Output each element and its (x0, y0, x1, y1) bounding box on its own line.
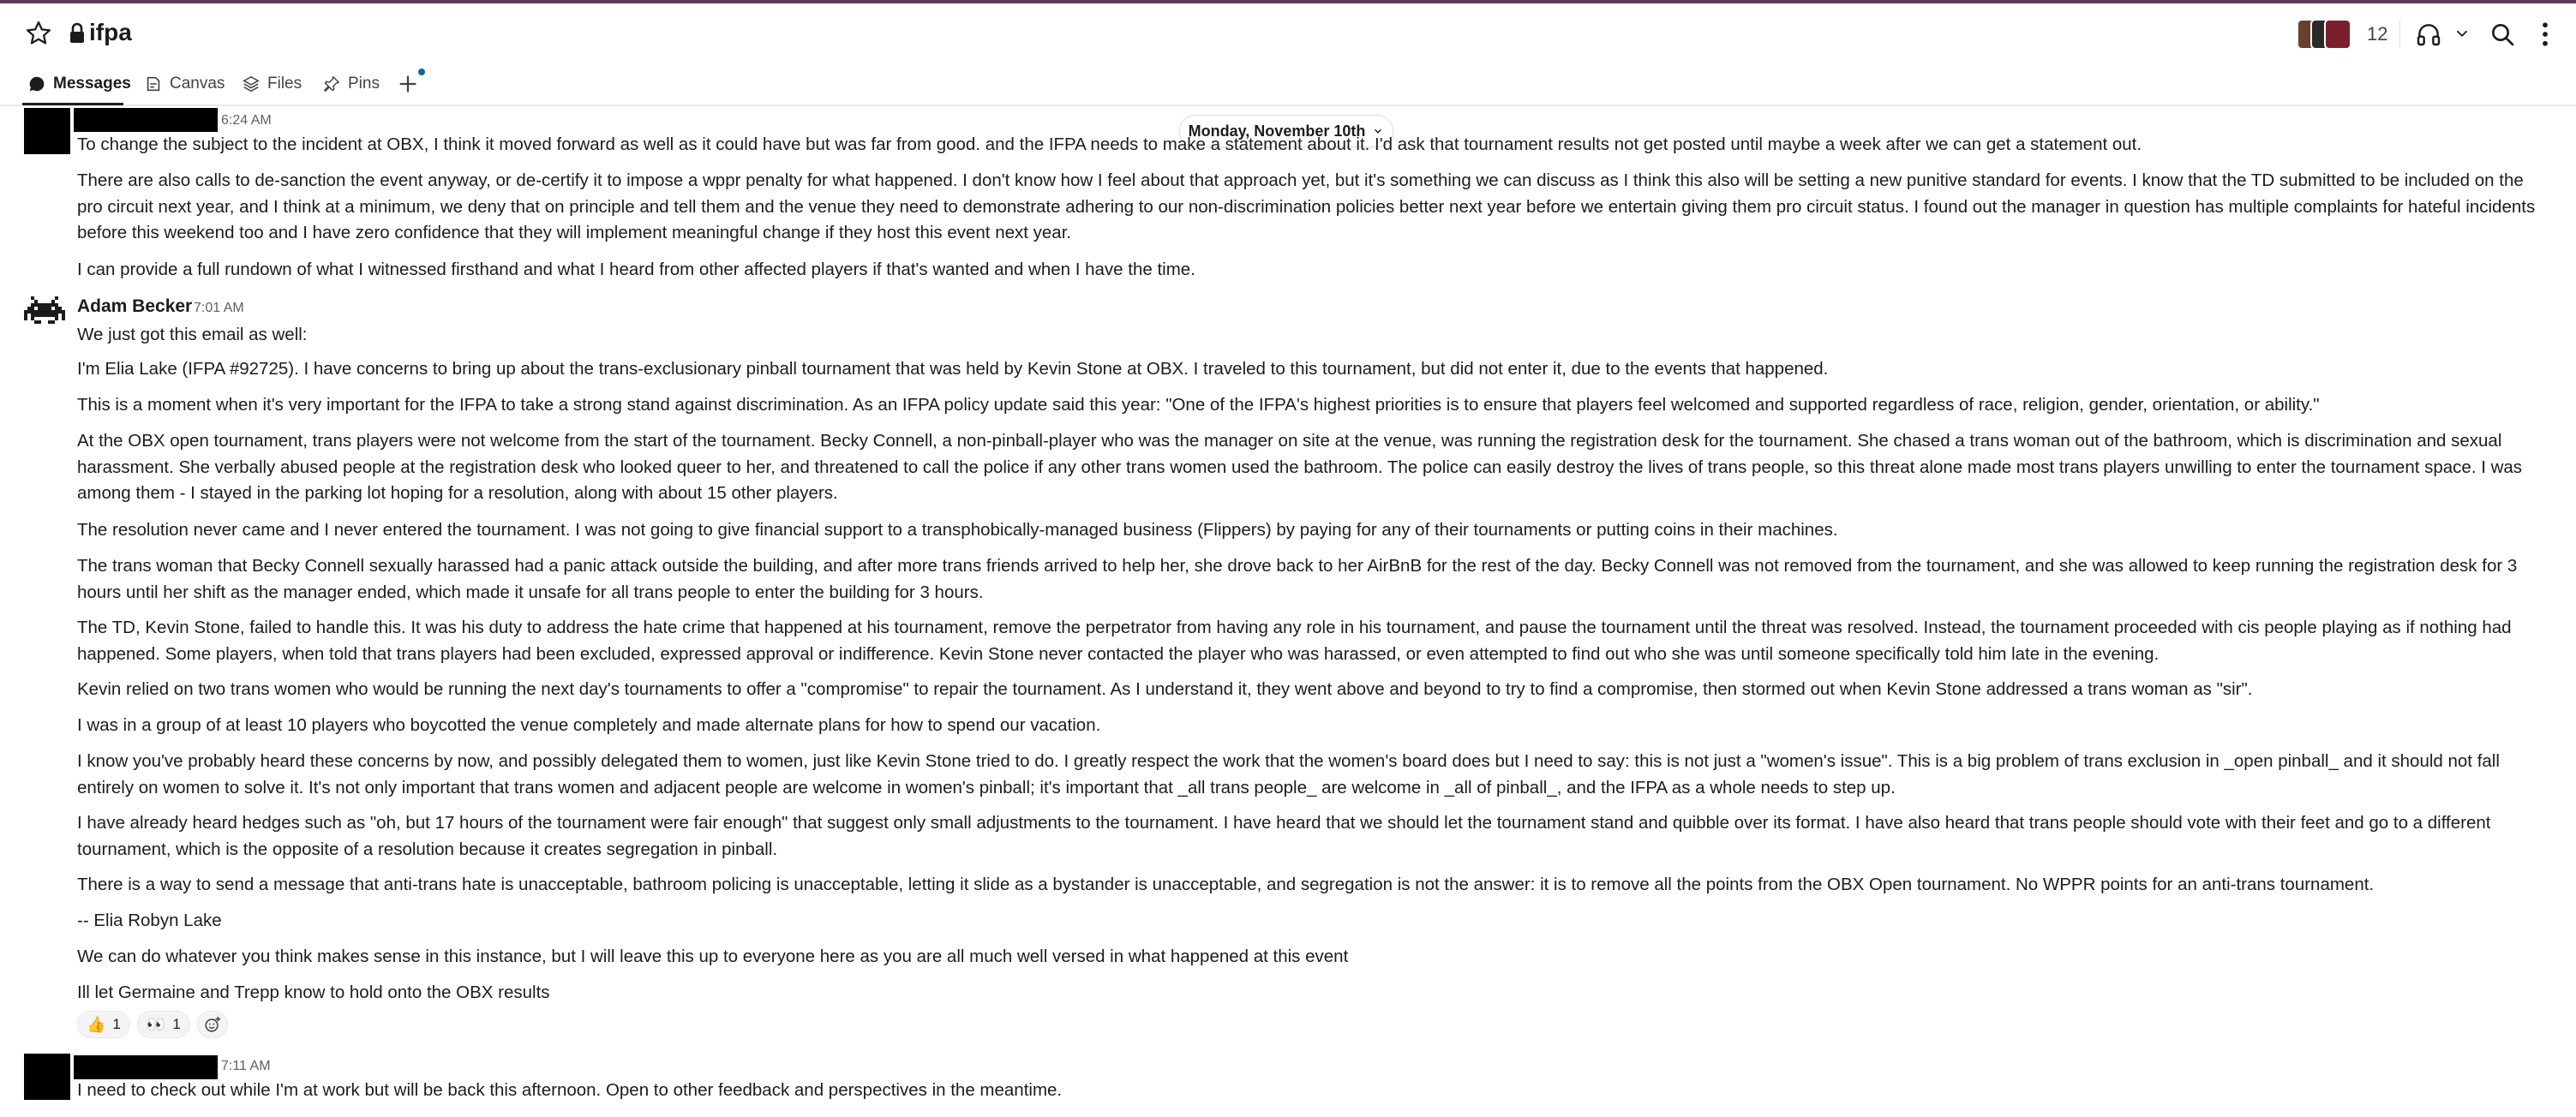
message-text: I need to check out while I'm at work but will be back this afternoon. Open to other feedback and perspectives in the meantime. (77, 1080, 1063, 1100)
headphones-icon[interactable] (2415, 21, 2442, 48)
message-text: We just got this email as well: (77, 325, 308, 344)
canvas-icon (144, 75, 163, 93)
message-text: Kevin relied on two trans women who would be running the next day's tournaments to offer a "compromise" to repair the tournament. As I understand it, they went above and beyond to try to find a compromise, then stormed out when Kevin Stone addressed a trans woman as "sir". (77, 679, 2253, 699)
channel-tabs (0, 65, 2576, 106)
redacted-author[interactable] (74, 1055, 218, 1079)
message-text: I'm Elia Lake (IFPA #92725). I have concerns to bring up about the trans-exclusionary pinball tournament that was held by Kevin Stone at OBX. I traveled to this tournament, but did not enter it, due to the events that happened. (77, 359, 1829, 379)
author-name[interactable]: Adam Becker (77, 296, 193, 316)
message-list[interactable] (0, 106, 2576, 1117)
tab-label: Pins (348, 75, 380, 93)
tab-pins[interactable] (322, 69, 380, 99)
timestamp[interactable]: 7:11 AM (221, 1059, 271, 1073)
message-text: I have already heard hedges such as "oh, but 17 hours of the tournament were fair enough" that suggest only small adjustments to the tournament. I have heard that we should let the tournament stand and quibble over its format. I have also heard that trans people should vote with their feet and go to a different tournament, which is the opposite of a resolution because it creates segregation in pinball. (77, 813, 2491, 859)
avatar[interactable] (24, 296, 65, 334)
add-tab-icon[interactable] (396, 72, 420, 96)
message-text: To change the subject to the incident at OBX, I think it moved forward as well as it could have but was far from good. and the IFPA needs to make a statement about it. I'd ask that tournament results not get posted until maybe a week after we can get a statement out. (77, 134, 2142, 154)
active-tab-indicator (22, 103, 123, 105)
thumbs-up-icon: 👍 (87, 1015, 106, 1033)
member-count[interactable]: 12 (2367, 23, 2388, 45)
tab-label: Files (267, 75, 303, 93)
message-text: I know you've probably heard these concerns by now, and possibly delegated them to women, just like Kevin Stone tried to do. I greatly respect the work that the women's board does but I need to say: this is not just a "women's issue". This is a big problem of trans exclusion in _open pinball_ and it should not fall entirely on women to solve it. It's not only important that trans women and adjacent people are welcome in women's pinball; it's important that _all trans people_ are welcome in _all of pinball_, and the IFPA as a whole needs to step up. (77, 751, 2500, 797)
add-reaction-button[interactable] (197, 1011, 228, 1038)
avatar[interactable] (24, 1054, 70, 1100)
eyes-icon: 👀 (146, 1015, 166, 1033)
timestamp[interactable]: 7:01 AM (194, 301, 244, 315)
tab-label: Messages (53, 75, 131, 93)
message-text: This is a moment when it's very important for the IFPA to take a strong stand against discrimination. As an IFPA policy update said this year: "One of the IFPA's highest priorities is to ensure that players feel welcomed and supported regardless of race, religion, gender, orientation, or ability." (77, 395, 2320, 415)
add-emoji-icon (203, 1015, 222, 1034)
messages-icon (27, 75, 46, 93)
tab-files[interactable] (242, 69, 302, 99)
reaction-eyes[interactable] (137, 1011, 190, 1038)
reaction-count: 1 (112, 1016, 121, 1032)
message-text: We can do whatever you think makes sense in this instance, but I will leave this up to everyone here as you are all much well versed in what happened at this event (77, 947, 1349, 966)
redacted-author[interactable] (74, 108, 218, 132)
message-text: The trans woman that Becky Connell sexually harassed had a panic attack outside the building, and after more trans friends arrived to help her, she drove back to her AirBnB for the rest of the day. Becky Connell was not removed from the tournament, and she was allowed to keep running the registration desk for 3 hours until her shift as the manager ended, which made it unsafe for all trans people to enter the building for 3 hours. (77, 556, 2518, 602)
tab-messages[interactable] (27, 69, 131, 99)
notification-dot (418, 69, 425, 75)
message-text: There is a way to send a message that anti-trans hate is unacceptable, bathroom policing is unacceptable, letting it slide as a bystander is unacceptable, and segregation is not the answer: it is to remove all the points from the OBX Open tournament. No WPPR points for an anti-trans tournament. (77, 875, 2375, 894)
tab-label: Canvas (170, 75, 225, 93)
message-text: At the OBX open tournament, trans players were not welcome from the start of the tournament. Becky Connell, a non-pinball-player who was the manager on site at the venue, was running the registration desk for the tournament. She chased a trans woman out of the bathroom, which is discrimination and sexual harassment. She verbally abused people at the registration desk who looked queer to her, and threatened to call the police if any other trans women used the bathroom. The police can easily destroy the lives of trans people, so this threat alone made most trans players unwilling to enter the tournament space. I was among them - I stayed in the parking lot hoping for a resolution, along with about 15 other players. (77, 431, 2523, 503)
message-text: I was in a group of at least 10 players who boycotted the venue completely and made alternate plans for how to spend our vacation. (77, 715, 1101, 735)
avatar[interactable] (24, 108, 70, 154)
lock-icon (69, 22, 86, 45)
channel-name[interactable]: ifpa (89, 19, 132, 45)
more-options-icon[interactable] (2535, 19, 2555, 50)
member-avatar (2324, 19, 2351, 50)
chevron-down-icon[interactable] (2453, 24, 2471, 43)
star-icon[interactable] (24, 19, 53, 48)
member-avatars[interactable] (2297, 19, 2348, 48)
search-icon[interactable] (2489, 21, 2516, 48)
message-text: -- Elia Robyn Lake (77, 911, 222, 930)
message-text: There are also calls to de-sanction the event anyway, or de-certify it to impose a wppr penalty for what happened. I don't know how I feel about that approach yet, but it's something we can discuss as I think this also will be setting a new punitive standard for events. I know that the TD submitted to be included on the pro circuit next year, and I think at a minimum, we deny that on principle and tell them and the venue they need to demonstrate adhering to our non-discrimination policies better next year before we entertain giving them pro circuit status. I found out the manager in question has multiple complaints for hateful incidents before this weekend too and I have zero confidence that they will implement meaningful change if they host this event next year. (77, 170, 2536, 242)
message-text: I can provide a full rundown of what I witnessed firsthand and what I heard from other affected players if that's wanted and when I have the time. (77, 260, 1195, 279)
timestamp[interactable]: 6:24 AM (221, 113, 272, 128)
reaction-count: 1 (172, 1016, 181, 1032)
reactions-bar (77, 1011, 228, 1040)
message-text: The TD, Kevin Stone, failed to handle this. It was his duty to address the hate crime that happened at his tournament, remove the perpetrator from having any role in his tournament, and pause the tournament until the threat was resolved. Instead, the tournament proceeded with cis people playing as if nothing had happened. Some players, when told that trans players had been excluded, expressed approval or indifference. Kevin Stone never contacted the player who was harassed, or even attempted to find out who she was until someone specifically told him late in the evening. (77, 618, 2512, 664)
date-label: Monday, November 10th (1188, 122, 1366, 140)
reaction-thumbs-up[interactable] (77, 1011, 130, 1038)
message-text: Ill let Germaine and Trepp know to hold onto the OBX results (77, 983, 550, 1002)
channel-header (0, 3, 2576, 62)
files-icon (242, 75, 261, 93)
pin-icon (322, 75, 341, 93)
message-text: The resolution never came and I never entered the tournament. I was not going to give financial support to a transphobically-managed business (Flippers) by paying for any of their tournaments or putting coins in their machines. (77, 520, 1838, 540)
header-divider (2399, 21, 2400, 48)
tab-canvas[interactable] (144, 69, 225, 99)
